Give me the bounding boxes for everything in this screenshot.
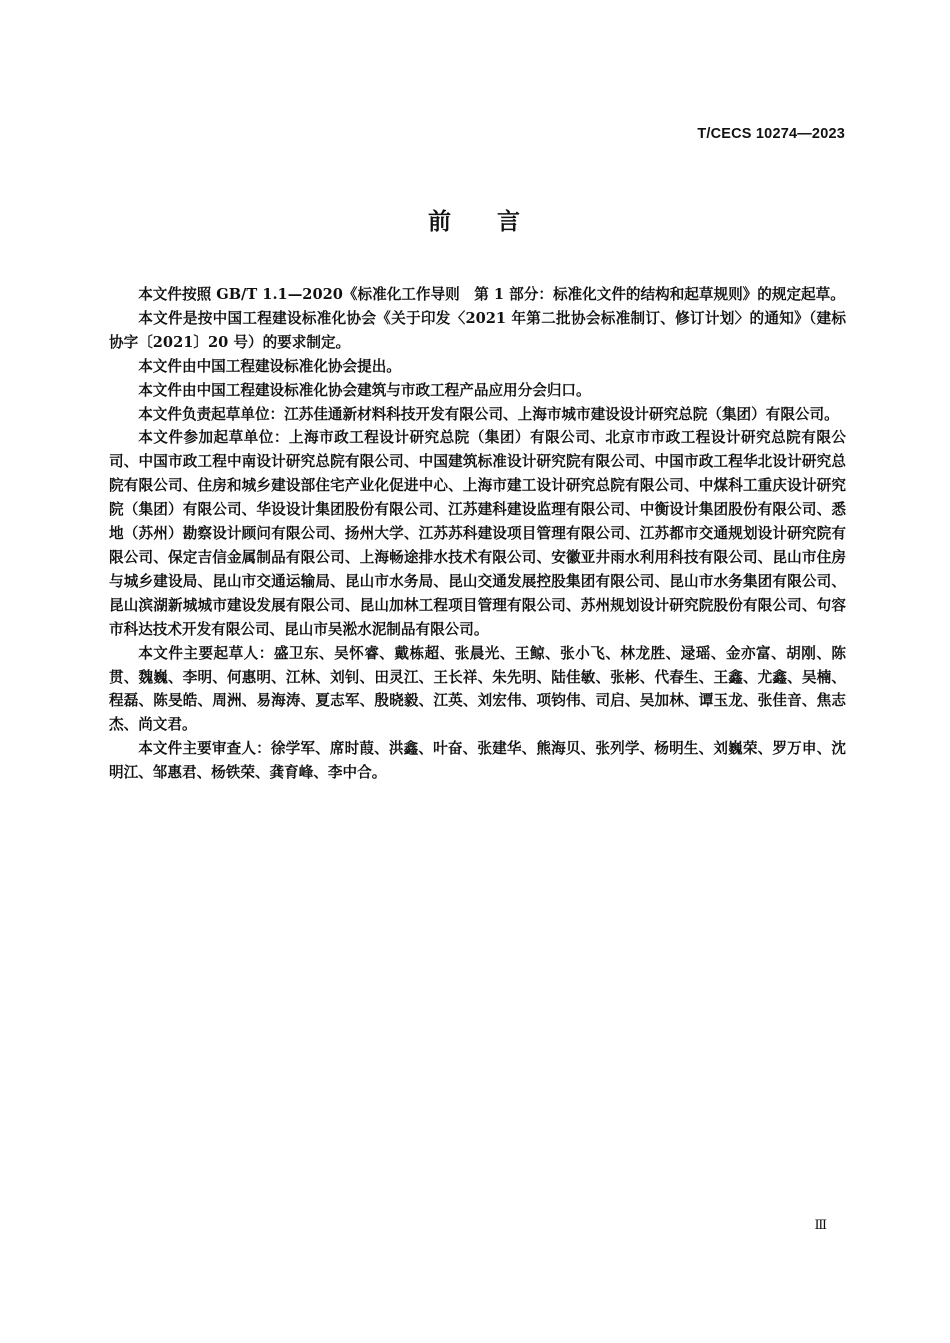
- paragraph-proposer: 本文件由中国工程建设标准化协会提出。: [138, 357, 401, 375]
- paragraph-main-drafters: 本文件主要起草人：盛卫东、吴怀睿、戴栋超、张晨光、王鲸、张小飞、林龙胜、逯瑶、金亦富、胡刚、陈贯、魏巍、李明、何惠明、江林、刘钊、田灵江、王长祥、朱先明、陆佳敏、张彬、代春生、王鑫、尤鑫、吴楠、程磊、陈旻皓、周洲、易海涛、夏志军、殷晓毅、江英、刘宏伟、项钧伟、司启、吴加林、谭玉龙、张佳音、焦志杰、尚文君。: [109, 644, 846, 734]
- paragraph-main-reviewers: 本文件主要审查人：徐学军、席时葭、洪鑫、叶奋、张建华、熊海贝、张列学、杨明生、刘巍荣、罗万申、沈明江、邹惠君、杨铁荣、龚育峰、李中合。: [109, 740, 846, 782]
- paragraph-drafting-rules: 本文件按照 GB/T 1.1—2020《标准化工作导则 第 1 部分：标准化文件的结构和起草规则》的规定起草。: [138, 286, 845, 303]
- page-title: 前 言: [427, 209, 522, 235]
- paragraph-administrator: 本文件由中国工程建设标准化协会建筑与市政工程产品应用分会归口。: [138, 381, 591, 399]
- paragraph-plan-notice: 本文件是按中国工程建设标准化协会《关于印发〈2021 年第二批协会标准制订、修订计划〉的通知》（建标协字〔2021〕20 号）的要求制定。: [109, 309, 846, 351]
- paragraph-lead-units: 本文件负责起草单位：江苏佳通新材料科技开发有限公司、上海市城市建设设计研究总院（集团）有限公司。: [138, 405, 839, 423]
- paragraph-participating-units: 本文件参加起草单位：上海市政工程设计研究总院（集团）有限公司、北京市市政工程设计研究总院有限公司、中国市政工程中南设计研究总院有限公司、中国建筑标准设计研究院有限公司、中国市政工程华北设计研究总院有限公司、住房和城乡建设部住宅产业化促进中心、上海市建工设计研究总院有限公司、中煤科工重庆设计研究院（集团）有限公司、华设设计集团股份有限公司、江苏建科建设监理有限公司、中衡设计集团股份有限公司、悉地（苏州）勘察设计顾问有限公司、扬州大学、江苏苏科建设项目管理有限公司、江苏都市交通规划设计研究院有限公司、保定吉信金属制品有限公司、上海畅途排水技术有限公司、安徽亚井雨水利用科技有限公司、昆山市住房与城乡建设局、昆山市交通运输局、昆山市水务局、昆山交通发展控股集团有限公司、昆山市水务集团有限公司、昆山滨湖新城城市建设发展有限公司、昆山加林工程项目管理有限公司、苏州规划设计研究院股份有限公司、句容市科达技术开发有限公司、昆山市吴淞水泥制品有限公司。: [109, 429, 846, 638]
- page-number: Ⅲ: [814, 1218, 827, 1233]
- standard-code: T/CECS 10274—2023: [697, 126, 845, 142]
- foreword-body: [109, 283, 846, 785]
